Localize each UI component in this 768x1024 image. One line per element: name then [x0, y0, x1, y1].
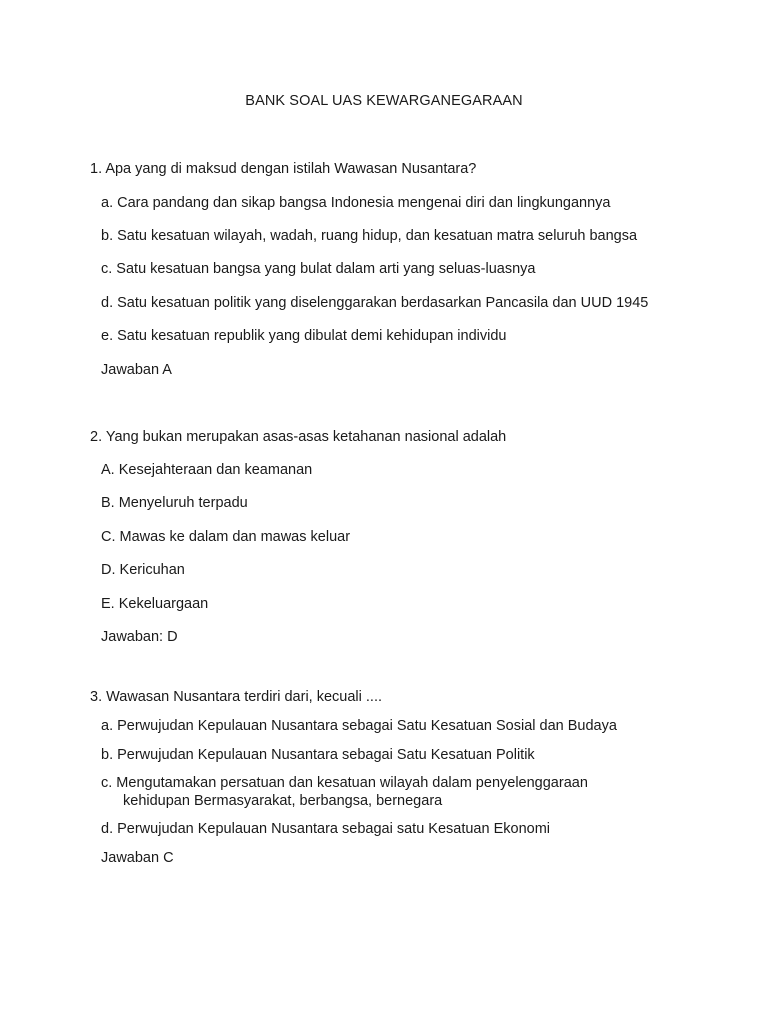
question-1-option-b: b. Satu kesatuan wilayah, wadah, ruang hidup, dan kesatuan matra seluruh bangsa [101, 228, 638, 244]
question-1-option-c: c. Satu kesatuan bangsa yang bulat dalam arti yang seluas-luasnya [101, 261, 536, 277]
question-3-option-a: a. Perwujudan Kepulauan Nusantara sebagai Satu Kesatuan Sosial dan Budaya [101, 718, 617, 734]
question-1-option-e: e. Satu kesatuan republik yang dibulat demi kehidupan individu [101, 328, 507, 344]
question-2-option-c: C. Mawas ke dalam dan mawas keluar [101, 529, 351, 545]
question-1-option-a: a. Cara pandang dan sikap bangsa Indonesia mengenai diri dan lingkungannya [101, 195, 611, 211]
question-3-option-d: d. Perwujudan Kepulauan Nusantara sebagai satu Kesatuan Ekonomi [101, 821, 550, 837]
question-2-option-e: E. Kekeluargaan [101, 596, 209, 612]
question-2-answer: Jawaban: D [101, 629, 178, 645]
question-3: 3. Wawasan Nusantara terdiri dari, kecuali .... [90, 689, 383, 705]
question-1: 1. Apa yang di maksud dengan istilah Wawasan Nusantara? [90, 161, 477, 177]
document-title: BANK SOAL UAS KEWARGANEGARAAN [245, 93, 523, 109]
question-2: 2. Yang bukan merupakan asas-asas ketahanan nasional adalah [90, 429, 507, 445]
question-3-option-c: c. Mengutamakan persatuan dan kesatuan wilayah dalam penyelenggaraan [101, 775, 588, 791]
question-3-option-b: b. Perwujudan Kepulauan Nusantara sebagai Satu Kesatuan Politik [101, 747, 535, 763]
question-2-option-b: B. Menyeluruh terpadu [101, 495, 248, 511]
question-3-option-c-continuation: kehidupan Bermasyarakat, berbangsa, bernegara [123, 793, 443, 809]
question-2-option-a: A. Kesejahteraan dan keamanan [101, 462, 313, 478]
question-2-option-d: D. Kericuhan [101, 562, 185, 578]
question-1-answer: Jawaban A [101, 362, 172, 378]
question-3-answer: Jawaban C [101, 850, 174, 866]
question-1-option-d: d. Satu kesatuan politik yang diselenggarakan berdasarkan Pancasila dan UUD 1945 [101, 295, 649, 311]
